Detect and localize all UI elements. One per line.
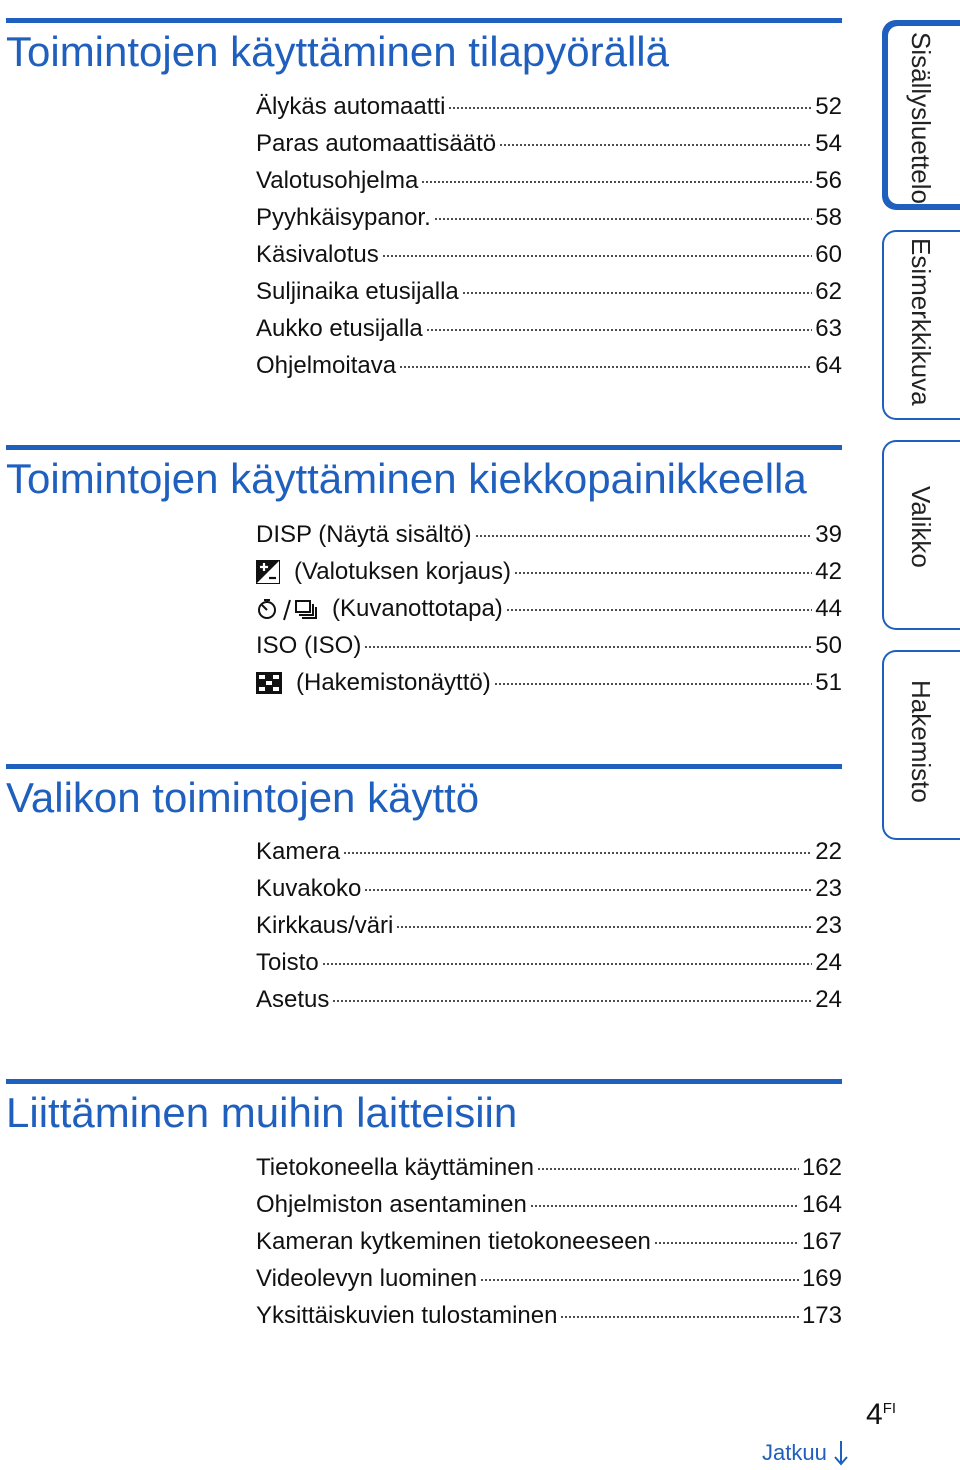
toc-entry[interactable]: [256, 347, 842, 384]
toc-entry-page: 63: [815, 314, 842, 342]
toc-entry-page: 51: [815, 668, 842, 696]
continue-link[interactable]: [762, 1440, 849, 1466]
toc-entry-label: Valotusohjelma: [256, 166, 419, 194]
toc-entry[interactable]: [256, 870, 842, 907]
leader-dots: [537, 1167, 799, 1171]
continue-label: Jatkuu: [762, 1440, 827, 1465]
section-menu: [6, 764, 842, 824]
toc-entry-label: DISP (Näytä sisältö): [256, 520, 472, 548]
toc-entry-page: 169: [801, 1264, 842, 1292]
toc-entry-label: Kuvakoko: [256, 874, 362, 902]
section-title: Valikon toimintojen käyttö: [6, 774, 480, 821]
leader-dots: [396, 925, 812, 929]
toc-entry-page: 64: [815, 351, 842, 379]
section-rule: [6, 1079, 842, 1084]
toc-entry-label: Kirkkaus/väri: [256, 911, 394, 939]
toc-entry-page: 52: [815, 92, 842, 120]
index-display-icon: [256, 672, 282, 694]
leader-dots: [448, 106, 812, 110]
toc-entry-page: 60: [815, 240, 842, 268]
tab-label: Valikko: [906, 486, 936, 568]
toc-entry-page: 39: [815, 520, 842, 548]
toc-entry-label: [256, 669, 491, 697]
leader-dots: [560, 1315, 798, 1319]
toc-entry-label: Ohjelmiston asentaminen: [256, 1190, 527, 1218]
toc-entry-label: Kamera: [256, 837, 341, 865]
self-timer-drive-mode-icon: [256, 596, 318, 622]
leader-dots: [475, 534, 813, 538]
section-title: Liittäminen muihin laitteisiin: [6, 1089, 518, 1136]
section-mode-dial: [6, 18, 842, 78]
toc-entry[interactable]: [256, 88, 842, 125]
toc-entry-label: Videolevyn luominen: [256, 1264, 478, 1292]
toc-entry[interactable]: [256, 664, 842, 701]
tab-index[interactable]: [882, 650, 960, 840]
toc-entry-page: 23: [815, 874, 842, 902]
leader-dots: [494, 682, 813, 686]
leader-dots: [382, 254, 813, 258]
toc-entry-label: Suljinaika etusijalla: [256, 277, 459, 305]
toc-entry[interactable]: [256, 1297, 842, 1334]
section-control-wheel: [6, 445, 842, 505]
toc-entry-label: Asetus: [256, 985, 330, 1013]
toc-entry-page: 23: [815, 911, 842, 939]
leader-dots: [322, 962, 813, 966]
leader-dots: [332, 999, 812, 1003]
section-rule: [6, 18, 842, 23]
tab-menu[interactable]: [882, 440, 960, 630]
toc-entry-page: 173: [801, 1301, 842, 1329]
toc-entry[interactable]: [256, 236, 842, 273]
section-connecting: [6, 1079, 842, 1139]
toc-entry-page: 164: [801, 1190, 842, 1218]
section-title: Toimintojen käyttäminen kiekkopainikkeella: [6, 455, 807, 502]
toc-entry[interactable]: [256, 627, 842, 664]
toc-entry-label: Pyyhkäisypanor.: [256, 203, 431, 231]
toc-entry-page: 167: [801, 1227, 842, 1255]
toc-entry-page: 24: [815, 948, 842, 976]
toc-entry-label: Paras automaattisäätö: [256, 129, 497, 157]
leader-dots: [343, 851, 812, 855]
toc-entry-label: Kameran kytkeminen tietokoneeseen: [256, 1227, 651, 1255]
exposure-compensation-icon: [256, 560, 280, 584]
toc-entry-label: ISO (ISO): [256, 631, 362, 659]
toc-entry-page: 54: [815, 129, 842, 157]
leader-dots: [654, 1241, 799, 1245]
toc-entry[interactable]: [256, 199, 842, 236]
toc-entry[interactable]: [256, 1186, 842, 1223]
toc-entry-label: [256, 595, 503, 623]
leader-dots: [506, 608, 813, 612]
toc-entry-page: 62: [815, 277, 842, 305]
leader-dots: [499, 143, 812, 147]
tab-contents[interactable]: [882, 20, 960, 210]
toc-list-mode-dial: [256, 88, 842, 384]
toc-entry[interactable]: [256, 516, 842, 553]
toc-entry-text: (Valotuksen korjaus): [294, 557, 511, 585]
section-rule: [6, 764, 842, 769]
section-title: Toimintojen käyttäminen tilapyörällä: [6, 28, 669, 75]
section-rule: [6, 445, 842, 450]
toc-entry-label: Älykäs automaatti: [256, 92, 446, 120]
toc-list-menu: [256, 833, 842, 1018]
leader-dots: [462, 291, 813, 295]
toc-entry-text: (Hakemistonäyttö): [296, 668, 491, 696]
toc-entry[interactable]: [256, 1260, 842, 1297]
toc-entry-label: Käsivalotus: [256, 240, 379, 268]
toc-entry-page: 44: [815, 594, 842, 622]
leader-dots: [421, 180, 812, 184]
toc-entry[interactable]: [256, 553, 842, 590]
toc-entry-label: Yksittäiskuvien tulostaminen: [256, 1301, 558, 1329]
page-number-suffix: FI: [882, 1400, 897, 1417]
down-arrow-icon: [833, 1440, 849, 1466]
toc-entry[interactable]: [256, 1223, 842, 1260]
leader-dots: [399, 365, 812, 369]
tab-label: Esimerkkikuva: [906, 238, 936, 406]
toc-entry-label: Tietokoneella käyttäminen: [256, 1153, 534, 1181]
leader-dots: [364, 645, 812, 649]
toc-entry[interactable]: [256, 1149, 842, 1186]
page-number: [866, 1398, 896, 1432]
toc-entry-text: (Kuvanottotapa): [332, 594, 503, 622]
toc-entry-label: [256, 558, 511, 586]
toc-entry[interactable]: [256, 273, 842, 310]
toc-entry-label: Ohjelmoitava: [256, 351, 397, 379]
toc-entry-label: Toisto: [256, 948, 319, 976]
toc-entry-page: 50: [815, 631, 842, 659]
toc-entry[interactable]: [256, 981, 842, 1018]
leader-dots: [364, 888, 812, 892]
page-number-value: 4: [866, 1398, 883, 1431]
leader-dots: [514, 571, 812, 575]
tab-sample-photo[interactable]: [882, 230, 960, 420]
toc-entry[interactable]: [256, 125, 842, 162]
toc-entry-page: 24: [815, 985, 842, 1013]
leader-dots: [426, 328, 813, 332]
toc-entry[interactable]: [256, 944, 842, 981]
leader-dots: [480, 1278, 799, 1282]
toc-entry[interactable]: [256, 907, 842, 944]
toc-entry[interactable]: [256, 162, 842, 199]
tab-label: Hakemisto: [906, 680, 936, 803]
toc-list-control-wheel: [256, 516, 842, 701]
toc-entry[interactable]: [256, 310, 842, 347]
tab-label: Sisällysluettelo: [906, 32, 936, 204]
toc-entry-page: 42: [815, 557, 842, 585]
toc-entry-page: 162: [801, 1153, 842, 1181]
toc-entry-label: Aukko etusijalla: [256, 314, 423, 342]
toc-entry[interactable]: [256, 590, 842, 627]
toc-list-connecting: [256, 1149, 842, 1334]
toc-entry-page: 56: [815, 166, 842, 194]
toc-entry[interactable]: [256, 833, 842, 870]
leader-dots: [434, 217, 813, 221]
leader-dots: [530, 1204, 799, 1208]
toc-entry-page: 22: [815, 837, 842, 865]
toc-entry-page: 58: [815, 203, 842, 231]
